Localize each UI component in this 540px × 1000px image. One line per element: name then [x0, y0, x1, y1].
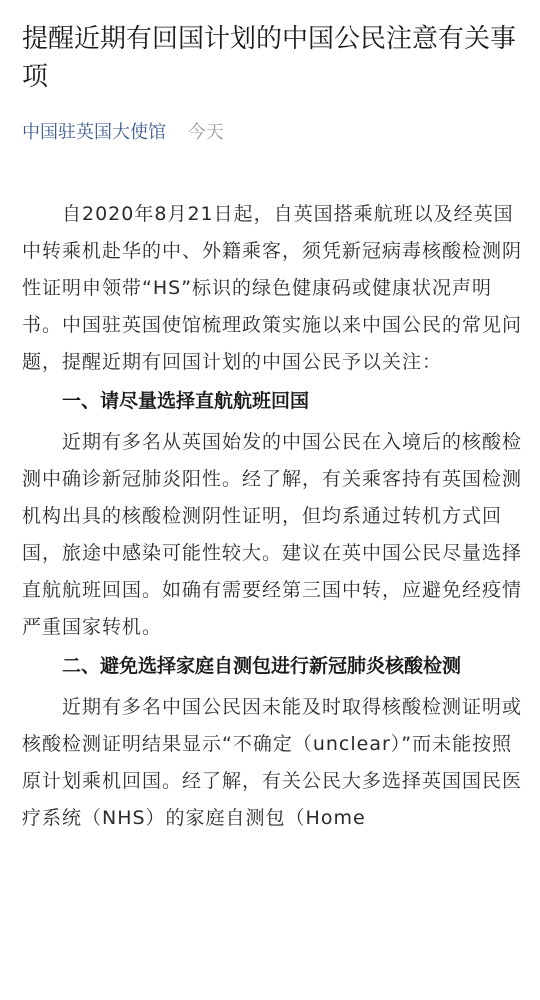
- section-paragraph-2: 近期有多名中国公民因未能及时取得核酸检测证明或核酸检测证明结果显示“不确定（unclear）”而未能按照原计划乘机回国。经了解，有关公民大多选择英国国民医疗系统（NHS）的家庭自测包（Home: [22, 696, 523, 829]
- section-heading-2: 二、避免选择家庭自测包进行新冠肺炎核酸检测: [62, 655, 462, 677]
- account-name-link[interactable]: 中国驻英国大使馆: [22, 122, 166, 143]
- section-heading-1: 一、请尽量选择直航航班回国: [62, 390, 310, 412]
- article-title: 提醒近期有回国计划的中国公民注意有关事项: [22, 24, 517, 92]
- intro-paragraph: 自2020年8月21日起，自英国搭乘航班以及经英国中转乘机赴华的中、外籍乘客，须凭新冠病毒核酸检测阴性证明申领带“HS”标识的绿色健康码或健康状况声明书。中国驻英国使馆梳理政策实施以来中国公民的常见问题，提醒近期有回国计划的中国公民予以关注：: [22, 203, 523, 373]
- article-body: [22, 196, 522, 837]
- publish-time: 今天: [187, 122, 224, 143]
- article-meta: [22, 120, 224, 146]
- section-paragraph-1: 近期有多名从英国始发的中国公民在入境后的核酸检测中确诊新冠肺炎阳性。经了解，有关乘客持有英国检测机构出具的核酸检测阴性证明，但均系通过转机方式回国，旅途中感染可能性较大。建议在英中国公民尽量选择直航航班回国。如确有需要经第三国中转，应避免经疫情严重国家转机。: [22, 431, 523, 638]
